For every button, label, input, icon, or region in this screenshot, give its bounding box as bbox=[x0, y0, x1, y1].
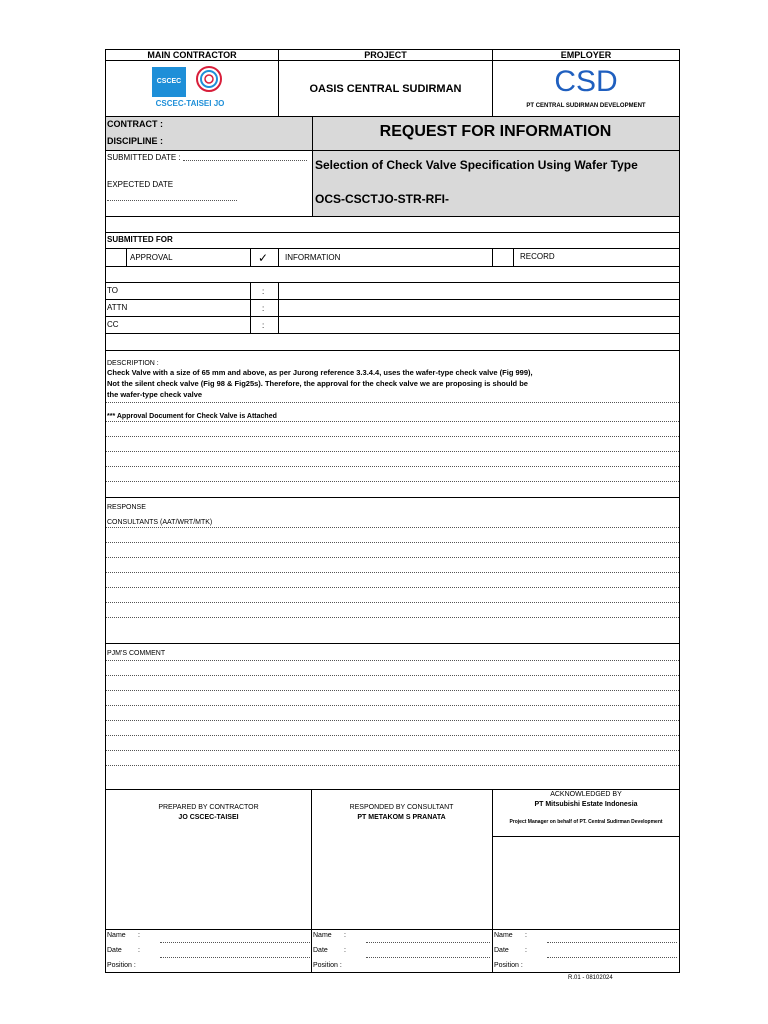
contract-label: CONTRACT : bbox=[107, 119, 163, 129]
employer-subtitle: PT CENTRAL SUDIRMAN DEVELOPMENT bbox=[526, 103, 646, 109]
ack-name-colon: : bbox=[525, 932, 527, 939]
responded-name-label: Name bbox=[313, 932, 332, 939]
cc-label: CC bbox=[107, 320, 119, 329]
response-label: RESPONSE bbox=[107, 504, 146, 511]
frame-top bbox=[105, 49, 680, 50]
responded-date-colon: : bbox=[344, 947, 346, 954]
submitted-for-label: SUBMITTED FOR bbox=[107, 235, 173, 244]
revision-number: R.01 - 08102024 bbox=[568, 975, 613, 981]
subject: Selection of Check Valve Specification Using Wafer Type bbox=[315, 158, 638, 172]
responded-name-colon: : bbox=[344, 932, 346, 939]
prepared-position-label: Position : bbox=[107, 962, 136, 969]
discipline-label: DISCIPLINE : bbox=[107, 136, 164, 146]
cscec-mark: CSCEC bbox=[156, 78, 182, 85]
prepared-date-label: Date bbox=[107, 947, 122, 954]
ack-name-label: Name bbox=[494, 932, 513, 939]
responded-position-label: Position : bbox=[313, 962, 342, 969]
cscec-logo bbox=[152, 67, 186, 97]
record-label: RECORD bbox=[520, 252, 555, 261]
responded-date-label: Date bbox=[313, 947, 328, 954]
contractor-logo-text: CSCEC-TAISEI JO bbox=[155, 99, 225, 108]
prepared-by-label: PREPARED BY CONTRACTOR bbox=[158, 804, 259, 811]
responded-by-label: RESPONDED BY CONSULTANT bbox=[349, 804, 454, 811]
acknowledged-note: Project Manager on behalf of PT. Central Sudirman Development bbox=[509, 819, 663, 825]
project-label: PROJECT bbox=[364, 50, 407, 60]
prepared-name-colon: : bbox=[138, 932, 140, 939]
expected-date-label: EXPECTED DATE bbox=[107, 180, 174, 189]
pjm-comment-label: PJM'S COMMENT bbox=[107, 650, 166, 657]
prepared-date-colon: : bbox=[138, 947, 140, 954]
ack-date-label: Date bbox=[494, 947, 509, 954]
description-line-2: Not the silent check valve (Fig 98 & Fig25s). Therefore, the approval for the check valve we are proposing is should be bbox=[107, 379, 528, 388]
information-label: INFORMATION bbox=[285, 253, 341, 262]
frame-right bbox=[679, 49, 680, 973]
frame-left bbox=[105, 49, 106, 973]
ack-date-colon: : bbox=[525, 947, 527, 954]
acknowledged-by-org: PT Mitsubishi Estate Indonesia bbox=[534, 801, 638, 808]
cc-colon: : bbox=[262, 321, 265, 330]
attachment-note: *** Approval Document for Check Valve is Attached bbox=[107, 413, 277, 420]
approval-check-icon[interactable]: ✓ bbox=[258, 251, 269, 265]
description-label: DESCRIPTION : bbox=[107, 360, 159, 367]
attn-label: ATTN bbox=[107, 303, 128, 312]
frame-bottom bbox=[105, 972, 680, 973]
to-label: TO bbox=[107, 286, 118, 295]
description-line-1: Check Valve with a size of 65 mm and above, as per Jurong reference 3.3.4.4, uses the wafer-type check valve (Fig 999), bbox=[107, 368, 533, 377]
reference: OCS-CSCTJO-STR-RFI- bbox=[315, 192, 449, 206]
submitted-date-label: SUBMITTED DATE : bbox=[107, 153, 181, 162]
main-contractor-label: MAIN CONTRACTOR bbox=[147, 50, 237, 60]
csd-logo: CSD bbox=[554, 65, 618, 98]
consultants-label: CONSULTANTS (AAT/WRT/MTK) bbox=[107, 519, 213, 526]
form-title: REQUEST FOR INFORMATION bbox=[379, 123, 612, 140]
prepared-by-org: JO CSCEC-TAISEI bbox=[178, 814, 239, 821]
ack-position-label: Position : bbox=[494, 962, 523, 969]
taisei-logo bbox=[192, 64, 226, 98]
project-name: OASIS CENTRAL SUDIRMAN bbox=[309, 83, 462, 95]
responded-by-org: PT METAKOM S PRANATA bbox=[357, 814, 446, 821]
to-colon: : bbox=[262, 287, 265, 296]
approval-label: APPROVAL bbox=[130, 253, 173, 262]
prepared-name-label: Name bbox=[107, 932, 126, 939]
description-line-3: the wafer-type check valve bbox=[107, 390, 203, 399]
acknowledged-by-label: ACKNOWLEDGED BY bbox=[550, 791, 622, 798]
employer-label: EMPLOYER bbox=[560, 50, 612, 60]
attn-colon: : bbox=[262, 304, 265, 313]
